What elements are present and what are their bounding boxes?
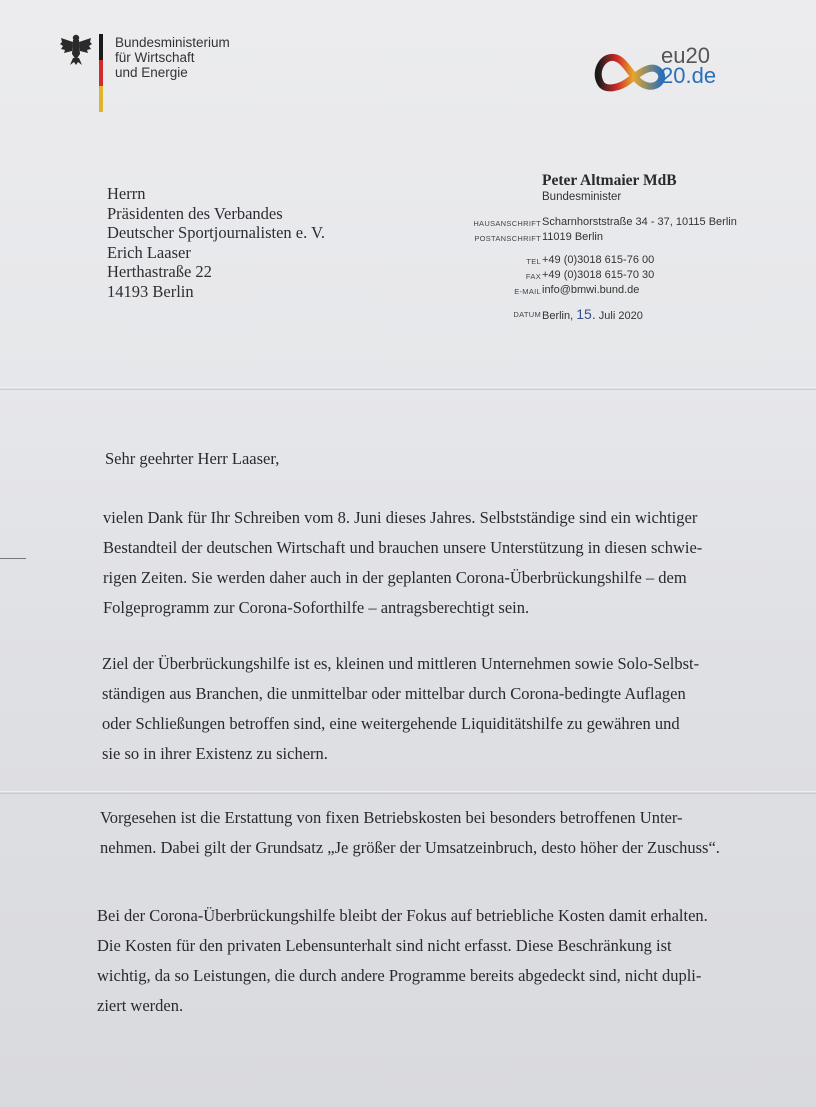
fold-margin-mark bbox=[0, 558, 26, 559]
text-line: Folgeprogramm zur Corona-Soforthilfe – antragsberechtigt sein. bbox=[103, 598, 530, 617]
ministry-line: Bundesministerium bbox=[115, 35, 230, 50]
date-suffix: Juli 2020 bbox=[598, 310, 643, 322]
address-line: Herrn bbox=[107, 184, 146, 203]
ministry-name bbox=[115, 35, 230, 80]
info-value: +49 (0)3018 615-70 30 bbox=[542, 269, 655, 281]
paragraph bbox=[102, 649, 699, 769]
text-line: Vorgesehen ist die Erstattung von fixen Betriebskosten bei besonders betroffenen Unter- bbox=[100, 808, 683, 827]
paper-fold-line bbox=[0, 387, 816, 390]
eu-logo-line: eu20 bbox=[661, 43, 710, 68]
eu2020-logo-text bbox=[661, 43, 717, 88]
info-value: info@bmwi.bund.de bbox=[542, 284, 640, 296]
paper-fold-line bbox=[0, 791, 816, 794]
salutation: Sehr geehrter Herr Laaser, bbox=[105, 449, 280, 468]
info-value: 11019 Berlin bbox=[542, 231, 603, 243]
text-line: Bestandteil der deutschen Wirtschaft und brauchen unsere Unterstützung in diesen schwie- bbox=[103, 538, 703, 557]
date-value bbox=[542, 306, 643, 322]
info-value: Scharnhorststraße 34 - 37, 10115 Berlin bbox=[542, 216, 737, 228]
paragraph bbox=[100, 803, 720, 863]
text-line: vielen Dank für Ihr Schreiben vom 8. Juni dieses Jahres. Selbstständige sind ein wichtiger bbox=[103, 508, 698, 527]
info-label: TEL bbox=[526, 257, 541, 266]
address-line: Deutscher Sportjournalisten e. V. bbox=[107, 223, 325, 242]
paragraph bbox=[97, 901, 708, 1021]
eu2020-logo-icon bbox=[590, 40, 670, 98]
ministry-line: und Energie bbox=[115, 65, 188, 80]
ministry-line: für Wirtschaft bbox=[115, 50, 195, 65]
handwritten-day: 15. bbox=[576, 306, 596, 322]
text-line: nehmen. Dabei gilt der Grundsatz „Je größer der Umsatzeinbruch, desto höher der Zuschuss“. bbox=[100, 838, 720, 857]
address-line: 14193 Berlin bbox=[107, 281, 194, 301]
sender-role: Bundesminister bbox=[542, 191, 622, 203]
date-prefix: Berlin, bbox=[542, 310, 574, 322]
info-label: DATUM bbox=[513, 310, 541, 319]
text-line: sie so in ihrer Existenz zu sichern. bbox=[102, 744, 328, 763]
address-line: Erich Laaser bbox=[107, 242, 191, 262]
federal-eagle-icon bbox=[60, 32, 92, 66]
text-line: ziert werden. bbox=[97, 996, 184, 1015]
recipient-address bbox=[107, 184, 325, 301]
info-value: +49 (0)3018 615-76 00 bbox=[542, 254, 655, 266]
text-line: Die Kosten für den privaten Lebensunterhalt sind nicht erfasst. Diese Beschränkung ist bbox=[97, 936, 672, 955]
info-label: POSTANSCHRIFT bbox=[474, 234, 541, 243]
sender-name: Peter Altmaier MdB bbox=[542, 172, 677, 189]
paragraph bbox=[103, 503, 702, 623]
text-line: rigen Zeiten. Sie werden daher auch in der geplanten Corona-Überbrückungshilfe – dem bbox=[103, 568, 687, 587]
german-flag-bar bbox=[99, 34, 103, 112]
info-label: E-MAIL bbox=[514, 287, 541, 296]
info-label: HAUSANSCHRIFT bbox=[473, 219, 541, 228]
text-line: oder Schließungen betroffen sind, eine weitergehende Liquiditätshilfe zu gewähren und bbox=[102, 714, 680, 733]
text-line: wichtig, da so Leistungen, die durch andere Programme bereits abgedeckt sind, nicht dupli- bbox=[97, 966, 702, 985]
eu-logo-line: 20.de bbox=[661, 63, 717, 88]
text-line: Ziel der Überbrückungshilfe ist es, kleinen und mittleren Unternehmen sowie Solo-Selbst- bbox=[102, 654, 700, 673]
address-line: Präsidenten des Verbandes bbox=[107, 203, 283, 223]
text-line: Bei der Corona-Überbrückungshilfe bleibt der Fokus auf betriebliche Kosten damit erhalten. bbox=[97, 906, 708, 925]
info-label: FAX bbox=[525, 272, 541, 281]
address-line: Herthastraße 22 bbox=[107, 262, 212, 281]
text-line: ständigen aus Branchen, die unmittelbar oder mittelbar durch Corona-bedingte Auflagen bbox=[102, 684, 686, 703]
